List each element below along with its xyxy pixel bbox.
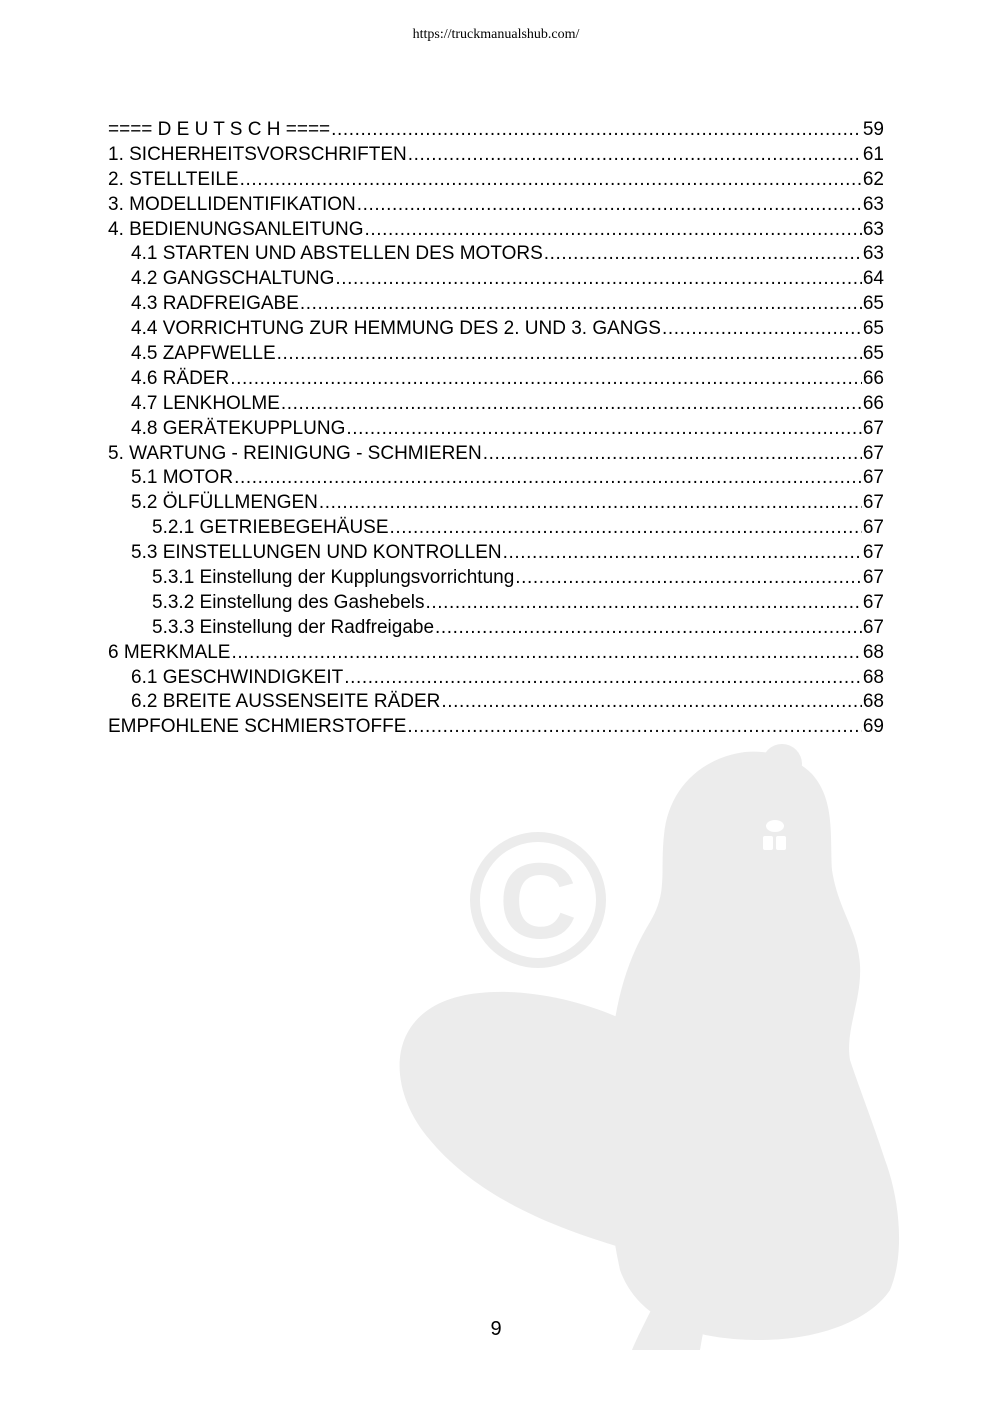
toc-entry-page: 67 bbox=[862, 417, 884, 439]
toc-entry-page: 61 bbox=[862, 143, 884, 165]
toc-entry[interactable] bbox=[108, 641, 884, 666]
toc-dot-leader bbox=[483, 442, 862, 467]
toc-entry-title: EMPFOHLENE SCHMIERSTOFFE bbox=[108, 716, 407, 738]
toc-entry-page: 65 bbox=[862, 293, 884, 315]
toc-dot-leader bbox=[544, 242, 862, 267]
toc-dot-leader bbox=[231, 641, 861, 666]
toc-entry-title: 4.5 ZAPFWELLE bbox=[131, 343, 276, 365]
toc-entry-title: 4. BEDIENUNGSANLEITUNG bbox=[108, 218, 364, 240]
toc-entry-title: 3. MODELLIDENTIFIKATION bbox=[108, 193, 356, 215]
toc-entry-title: 5.3.3 Einstellung der Radfreigabe bbox=[152, 616, 435, 638]
toc-entry-title: 4.2 GANGSCHALTUNG bbox=[131, 268, 335, 290]
toc-entry[interactable] bbox=[108, 342, 884, 367]
toc-entry-title: 4.1 STARTEN UND ABSTELLEN DES MOTORS bbox=[131, 243, 543, 265]
toc-dot-leader bbox=[515, 566, 862, 591]
toc-entry-page: 68 bbox=[862, 691, 884, 713]
toc-entry-page: 66 bbox=[862, 392, 884, 414]
table-of-contents bbox=[108, 118, 884, 740]
toc-dot-leader bbox=[365, 218, 862, 243]
toc-entry[interactable] bbox=[108, 541, 884, 566]
toc-dot-leader bbox=[662, 317, 862, 342]
toc-entry[interactable] bbox=[108, 292, 884, 317]
toc-dot-leader bbox=[335, 267, 861, 292]
toc-entry-title: 4.7 LENKHOLME bbox=[131, 392, 280, 414]
toc-entry-title: 5.3.2 Einstellung des Gashebels bbox=[152, 591, 425, 613]
toc-entry-page: 67 bbox=[862, 591, 884, 613]
copyright-icon bbox=[475, 837, 601, 963]
toc-dot-leader bbox=[319, 491, 862, 516]
toc-entry[interactable] bbox=[108, 193, 884, 218]
toc-entry-page: 67 bbox=[862, 467, 884, 489]
toc-entry-title: 4.3 RADFREIGABE bbox=[131, 293, 299, 315]
toc-entry-page: 59 bbox=[862, 119, 884, 140]
toc-dot-leader bbox=[281, 392, 862, 417]
toc-entry-page: 67 bbox=[862, 542, 884, 564]
toc-entry[interactable] bbox=[108, 690, 884, 715]
toc-entry[interactable] bbox=[108, 566, 884, 591]
toc-dot-leader bbox=[408, 143, 862, 168]
toc-entry-title: 4.6 RÄDER bbox=[131, 367, 230, 389]
toc-dot-leader bbox=[234, 466, 862, 491]
toc-dot-leader bbox=[441, 690, 861, 715]
toc-entry-title: 6.2 BREITE AUSSENSEITE RÄDER bbox=[131, 691, 441, 713]
toc-dot-leader bbox=[407, 715, 861, 740]
toc-entry-title: ==== D E U T S C H ==== bbox=[108, 119, 331, 140]
beaver-icon bbox=[400, 744, 899, 1350]
toc-entry[interactable] bbox=[108, 218, 884, 243]
toc-dot-leader bbox=[230, 367, 862, 392]
toc-dot-leader bbox=[344, 666, 862, 691]
toc-dot-leader bbox=[240, 168, 862, 193]
toc-dot-leader bbox=[346, 417, 862, 442]
toc-entry-title: 5.3.1 Einstellung der Kupplungsvorrichtung bbox=[152, 567, 515, 589]
toc-entry-title: 6 MERKMALE bbox=[108, 641, 231, 663]
toc-entry-page: 69 bbox=[862, 716, 884, 738]
toc-dot-leader bbox=[300, 292, 862, 317]
toc-entry-title: 1. SICHERHEITSVORSCHRIFTEN bbox=[108, 143, 407, 165]
toc-dot-leader bbox=[357, 193, 862, 218]
toc-entry-page: 67 bbox=[862, 616, 884, 638]
toc-entry[interactable] bbox=[108, 242, 884, 267]
toc-entry-page: 68 bbox=[862, 641, 884, 663]
toc-entry-page: 67 bbox=[862, 567, 884, 589]
toc-entry[interactable] bbox=[108, 143, 884, 168]
toc-entry-page: 68 bbox=[862, 666, 884, 688]
toc-dot-leader bbox=[503, 541, 862, 566]
toc-entry[interactable] bbox=[108, 317, 884, 342]
toc-entry[interactable] bbox=[108, 715, 884, 740]
toc-entry-title: 5.2 ÖLFÜLLMENGEN bbox=[131, 492, 318, 514]
toc-entry-title: 5. WARTUNG - REINIGUNG - SCHMIEREN bbox=[108, 442, 482, 464]
toc-entry[interactable] bbox=[108, 591, 884, 616]
toc-dot-leader bbox=[331, 118, 862, 143]
toc-entry[interactable] bbox=[108, 168, 884, 193]
toc-entry-page: 66 bbox=[862, 367, 884, 389]
toc-entry-page: 67 bbox=[862, 492, 884, 514]
toc-entry-page: 67 bbox=[862, 517, 884, 539]
toc-entry-page: 63 bbox=[862, 243, 884, 265]
toc-dot-leader bbox=[426, 591, 862, 616]
toc-entry-page: 67 bbox=[862, 442, 884, 464]
toc-entry[interactable] bbox=[108, 516, 884, 541]
toc-entry[interactable] bbox=[108, 466, 884, 491]
toc-dot-leader bbox=[277, 342, 862, 367]
toc-dot-leader bbox=[435, 616, 862, 641]
toc-entry-title: 2. STELLTEILE bbox=[108, 168, 239, 190]
toc-entry-page: 62 bbox=[862, 168, 884, 190]
toc-entry[interactable] bbox=[108, 616, 884, 641]
toc-entry-title: 4.4 VORRICHTUNG ZUR HEMMUNG DES 2. UND 3. GANGS bbox=[131, 318, 661, 340]
toc-entry-page: 65 bbox=[862, 343, 884, 365]
toc-entry[interactable] bbox=[108, 392, 884, 417]
toc-entry-title: 5.3 EINSTELLUNGEN UND KONTROLLEN bbox=[131, 542, 502, 564]
toc-entry[interactable] bbox=[108, 118, 884, 143]
toc-dot-leader bbox=[390, 516, 862, 541]
toc-entry-title: 4.8 GERÄTEKUPPLUNG bbox=[131, 417, 346, 439]
svg-text:C: C bbox=[499, 840, 577, 961]
header-url: https://truckmanualshub.com/ bbox=[412, 27, 580, 42]
page-number: 9 bbox=[490, 1318, 502, 1340]
toc-entry-title: 5.2.1 GETRIEBEGEHÄUSE bbox=[152, 517, 389, 539]
toc-entry[interactable] bbox=[108, 417, 884, 442]
toc-entry-page: 63 bbox=[862, 193, 884, 215]
toc-entry[interactable] bbox=[108, 491, 884, 516]
toc-entry-page: 64 bbox=[862, 268, 884, 290]
toc-entry-title: 5.1 MOTOR bbox=[131, 467, 234, 489]
toc-entry[interactable] bbox=[108, 267, 884, 292]
toc-entry[interactable] bbox=[108, 367, 884, 392]
toc-entry-title: 6.1 GESCHWINDIGKEIT bbox=[131, 666, 344, 688]
toc-entry-page: 63 bbox=[862, 218, 884, 240]
toc-entry[interactable] bbox=[108, 442, 884, 467]
toc-entry-page: 65 bbox=[862, 318, 884, 340]
toc-entry[interactable] bbox=[108, 666, 884, 691]
